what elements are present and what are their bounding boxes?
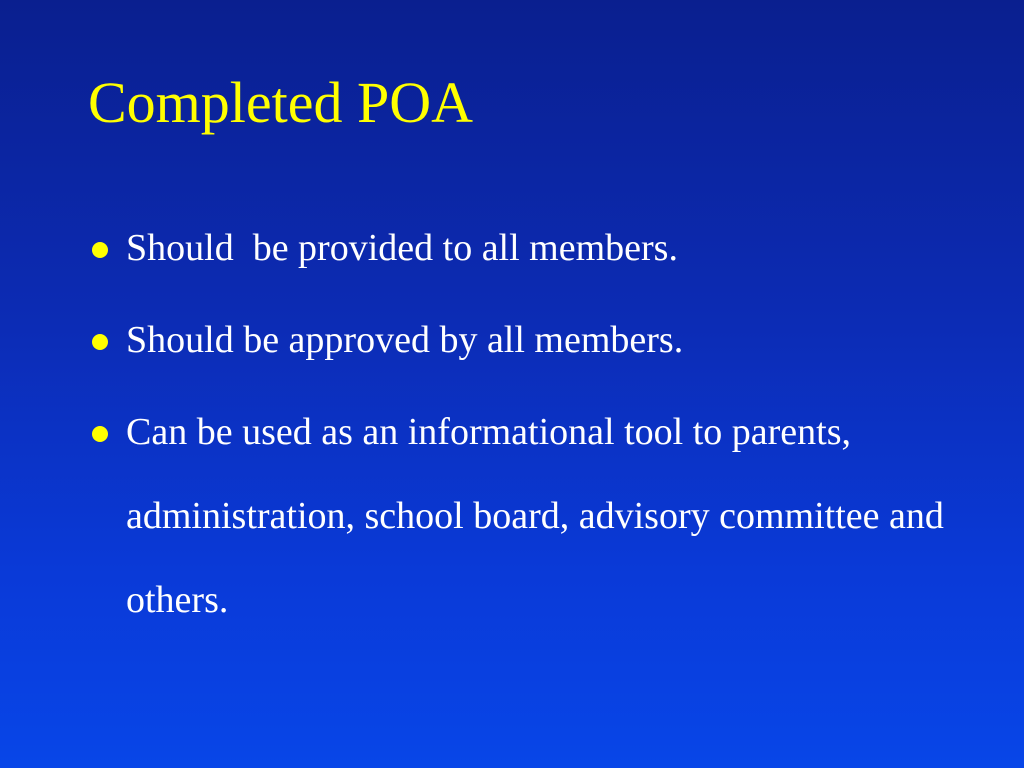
bullet-text: Should be provided to all members. [126,227,678,269]
bullet-dot-icon [92,334,108,350]
bullet-dot-icon [92,426,108,442]
bullet-text: Can be used as an informational tool to parents, administration, school board, advisory committee and others. [126,411,954,621]
bullet-dot-icon [92,242,108,258]
bullet-item [88,298,968,382]
bullet-list [88,206,968,642]
bullet-text: Should be approved by all members. [126,319,684,361]
slide-title: Completed POA [88,70,474,135]
bullet-item [88,390,968,642]
bullet-item [88,206,968,290]
